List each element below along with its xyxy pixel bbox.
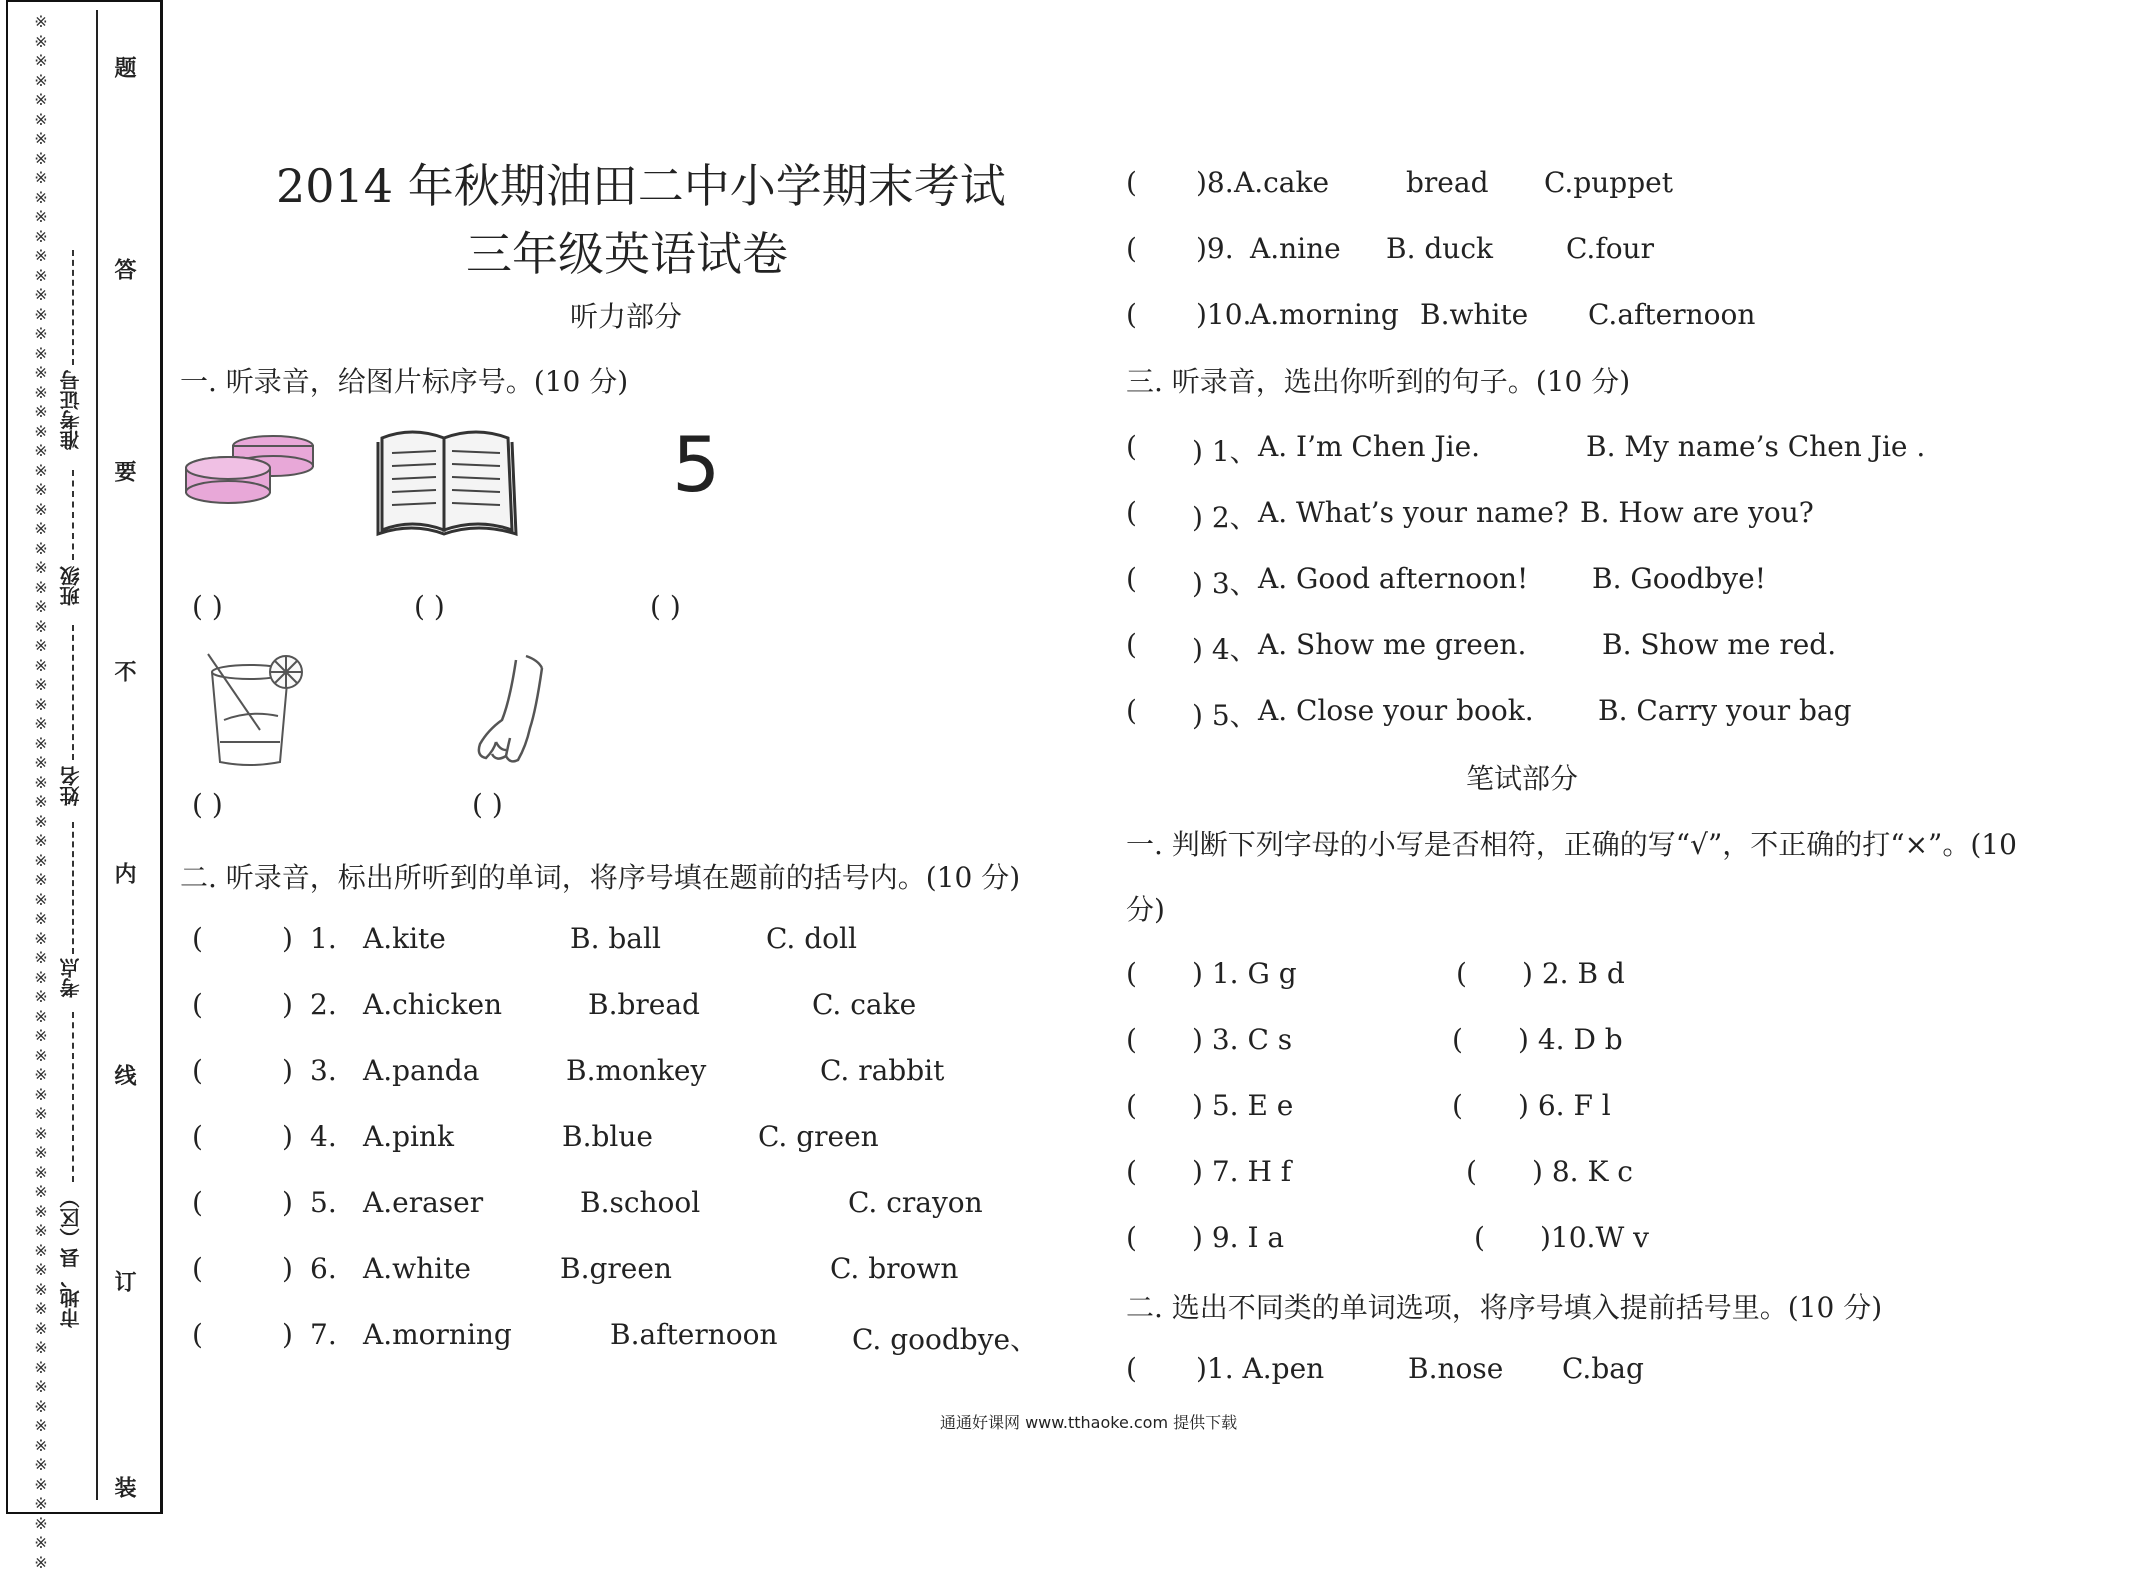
item-number: 1.: [310, 922, 337, 955]
written-section-label: 笔试部分: [1466, 762, 1579, 795]
part3-heading: 三. 听录音，选出你听到的句子。(10 分): [1126, 365, 1631, 398]
item-number: ) 1、: [1192, 435, 1258, 468]
book-picture: [372, 418, 522, 538]
answer-paren-open[interactable]: (: [192, 988, 203, 1021]
seal-char: 要: [111, 460, 136, 482]
answer-paren-open[interactable]: (: [1126, 232, 1137, 265]
field-line: [72, 822, 74, 954]
answer-blank[interactable]: ( ): [192, 788, 223, 821]
sentence-b: B. Show me red.: [1602, 628, 1837, 661]
answer-blank[interactable]: ( ): [414, 590, 445, 623]
listening-section-label: 听力部分: [570, 300, 683, 333]
sentence-a: A. Good afternoon!: [1258, 562, 1529, 595]
option-b: B.afternoon: [610, 1318, 778, 1351]
sentence-a: A. I’m Chen Jie.: [1258, 430, 1481, 463]
option-c: C. crayon: [848, 1186, 983, 1219]
exam-title: 2014 年秋期油田二中小学期末考试: [276, 159, 1006, 213]
answer-blank[interactable]: ( ): [650, 590, 681, 623]
juice-picture: [200, 650, 310, 770]
answer-paren-open[interactable]: (: [1126, 430, 1137, 463]
answer-blank[interactable]: ( ): [472, 788, 503, 821]
answer-paren-open[interactable]: (: [1474, 1221, 1485, 1254]
seal-char: 内: [111, 862, 136, 884]
field-line: [72, 1012, 74, 1182]
item-number: 7.: [310, 1318, 337, 1351]
answer-paren-open[interactable]: (: [1452, 1023, 1463, 1056]
option-b: B.monkey: [566, 1054, 707, 1087]
option-b: bread: [1406, 166, 1489, 199]
answer-paren-open[interactable]: (: [1126, 562, 1137, 595]
footer-credit: 通通好课网 www.tthaoke.com 提供下载: [940, 1413, 1238, 1432]
option-b: B.blue: [562, 1120, 653, 1153]
item-number: 5.: [310, 1186, 337, 1219]
option-c: C.puppet: [1544, 166, 1673, 199]
sentence-b: B. How are you?: [1580, 496, 1814, 529]
answer-paren-open[interactable]: (: [1126, 1089, 1137, 1122]
part2-heading: 二. 听录音，标出所听到的单词，将序号填在题前的括号内。(10 分): [180, 861, 1021, 894]
field-label-name: 姓名: [59, 766, 83, 806]
seal-char: 不: [111, 660, 136, 682]
item-number: )1. A.pen: [1196, 1352, 1325, 1385]
option-c: C. doll: [766, 922, 857, 955]
option-b: B.white: [1420, 298, 1529, 331]
answer-paren-open[interactable]: (: [1126, 1155, 1137, 1188]
written-q1-heading: 一. 判断下列字母的小写是否相符，正确的写“√”，不正确的打“×”。(10: [1126, 828, 2017, 861]
option-c: C.bag: [1562, 1352, 1644, 1385]
answer-paren-open[interactable]: (: [1456, 957, 1467, 990]
answer-paren-open[interactable]: (: [1126, 1352, 1137, 1385]
field-label-exam-number: 准考证号: [59, 370, 83, 450]
letter-pair: ) 4. D b: [1518, 1023, 1623, 1056]
option-b: B.nose: [1408, 1352, 1504, 1385]
letter-pair: ) 3. C s: [1192, 1023, 1293, 1056]
letter-pair: ) 9. I a: [1192, 1221, 1285, 1254]
seal-char: 题: [111, 56, 136, 78]
item-number: )10.: [1196, 298, 1252, 331]
letter-pair: ) 8. K c: [1532, 1155, 1633, 1188]
answer-paren-open[interactable]: (: [1126, 298, 1137, 331]
sentence-a: A. Show me green.: [1258, 628, 1527, 661]
answer-paren-close[interactable]: ): [282, 1252, 293, 1285]
option-a: A.kite: [363, 922, 446, 955]
letter-pair: ) 6. F l: [1518, 1089, 1611, 1122]
letter-pair: ) 1. G g: [1192, 957, 1297, 990]
written-q2-heading: 二. 选出不同类的单词选项，将序号填入提前括号里。(10 分): [1126, 1291, 1883, 1324]
field-line: [72, 470, 74, 560]
option-a: A.eraser: [363, 1186, 484, 1219]
letter-pair: ) 7. H f: [1192, 1155, 1292, 1188]
option-b: B.school: [580, 1186, 701, 1219]
answer-paren-close[interactable]: ): [282, 988, 293, 1021]
letter-pair: ) 5. E e: [1192, 1089, 1294, 1122]
item-number: ) 5、: [1192, 699, 1258, 732]
sentence-a: A. Close your book.: [1258, 694, 1534, 727]
sentence-b: B. My name’s Chen Jie .: [1586, 430, 1926, 463]
answer-blank[interactable]: ( ): [192, 590, 223, 623]
option-a: A.morning: [1250, 298, 1399, 331]
option-a: A.panda: [363, 1054, 480, 1087]
answer-paren-close[interactable]: ): [282, 922, 293, 955]
answer-paren-open[interactable]: (: [192, 1318, 203, 1351]
letter-pair: )10.W v: [1540, 1221, 1649, 1254]
option-c: C. brown: [830, 1252, 959, 1285]
option-a: A.nine: [1250, 232, 1341, 265]
option-a: A.morning: [363, 1318, 512, 1351]
answer-paren-open[interactable]: (: [1126, 957, 1137, 990]
written-q1-heading-cont: 分): [1126, 893, 1165, 926]
option-a: A.white: [363, 1252, 471, 1285]
picture-5-number: 5: [672, 420, 721, 509]
part1-heading: 一. 听录音，给图片标序号。(10 分): [180, 365, 629, 398]
field-label-exam-site: 考点: [59, 958, 83, 998]
answer-paren-close[interactable]: ): [282, 1186, 293, 1219]
option-c: C. green: [758, 1120, 879, 1153]
answer-paren-open[interactable]: (: [192, 1120, 203, 1153]
option-c: C. cake: [812, 988, 917, 1021]
option-b: B. ball: [570, 922, 661, 955]
answer-paren-open[interactable]: (: [1126, 1221, 1137, 1254]
sentence-a: A. What’s your name?: [1258, 496, 1569, 529]
letter-pair: ) 2. B d: [1522, 957, 1625, 990]
seal-char: 答: [111, 258, 136, 280]
item-number: )9.: [1196, 232, 1234, 265]
option-b: B.green: [560, 1252, 672, 1285]
hand-picture: [466, 650, 566, 770]
binding-x-marks: ※※※※※※※※※※※※※※※※※※※※※※※※※※※※※※※※※※※※※※※※※※※※※※※※※※※※※※※※※※※※※※※※※※※※※※※※※※※※※※※※: [34, 12, 48, 1572]
item-number: ) 3、: [1192, 567, 1258, 600]
cake-picture: [178, 418, 318, 508]
answer-paren-open[interactable]: (: [1466, 1155, 1477, 1188]
option-c: C.afternoon: [1588, 298, 1756, 331]
item-number: ) 2、: [1192, 501, 1258, 534]
option-c: C. goodbye、: [852, 1323, 1039, 1356]
field-label-class: 班级: [59, 566, 83, 606]
answer-paren-open[interactable]: (: [192, 1054, 203, 1087]
sentence-b: B. Carry your bag: [1598, 694, 1852, 727]
answer-paren-open[interactable]: (: [1126, 166, 1137, 199]
item-number: )8.: [1196, 166, 1234, 199]
answer-paren-open[interactable]: (: [1126, 694, 1137, 727]
seal-char: 订: [111, 1270, 136, 1292]
answer-paren-close[interactable]: ): [282, 1054, 293, 1087]
option-b: B.bread: [588, 988, 700, 1021]
field-line: [72, 250, 74, 365]
option-a: A.cake: [1234, 166, 1330, 199]
answer-paren-open[interactable]: (: [192, 1252, 203, 1285]
answer-paren-open[interactable]: (: [1126, 1023, 1137, 1056]
option-a: A.pink: [363, 1120, 454, 1153]
answer-paren-open[interactable]: (: [1126, 496, 1137, 529]
seal-char: 线: [111, 1064, 136, 1086]
field-label-district: 市地、县（区）: [59, 1188, 83, 1328]
answer-paren-close[interactable]: ): [282, 1120, 293, 1153]
field-line: [72, 625, 74, 760]
option-c: C.four: [1566, 232, 1654, 265]
item-number: 2.: [310, 988, 337, 1021]
item-number: 6.: [310, 1252, 337, 1285]
answer-paren-open[interactable]: (: [1452, 1089, 1463, 1122]
item-number: 3.: [310, 1054, 337, 1087]
answer-paren-open[interactable]: (: [1126, 628, 1137, 661]
binding-divider: [96, 10, 98, 1500]
sentence-b: B. Goodbye!: [1592, 562, 1766, 595]
answer-paren-open[interactable]: (: [192, 922, 203, 955]
answer-paren-close[interactable]: ): [282, 1318, 293, 1351]
option-a: A.chicken: [363, 988, 503, 1021]
item-number: ) 4、: [1192, 633, 1258, 666]
option-c: C. rabbit: [820, 1054, 945, 1087]
seal-char: 装: [111, 1476, 136, 1498]
answer-paren-open[interactable]: (: [192, 1186, 203, 1219]
option-b: B. duck: [1386, 232, 1493, 265]
item-number: 4.: [310, 1120, 337, 1153]
exam-subtitle: 三年级英语试卷: [466, 227, 788, 281]
